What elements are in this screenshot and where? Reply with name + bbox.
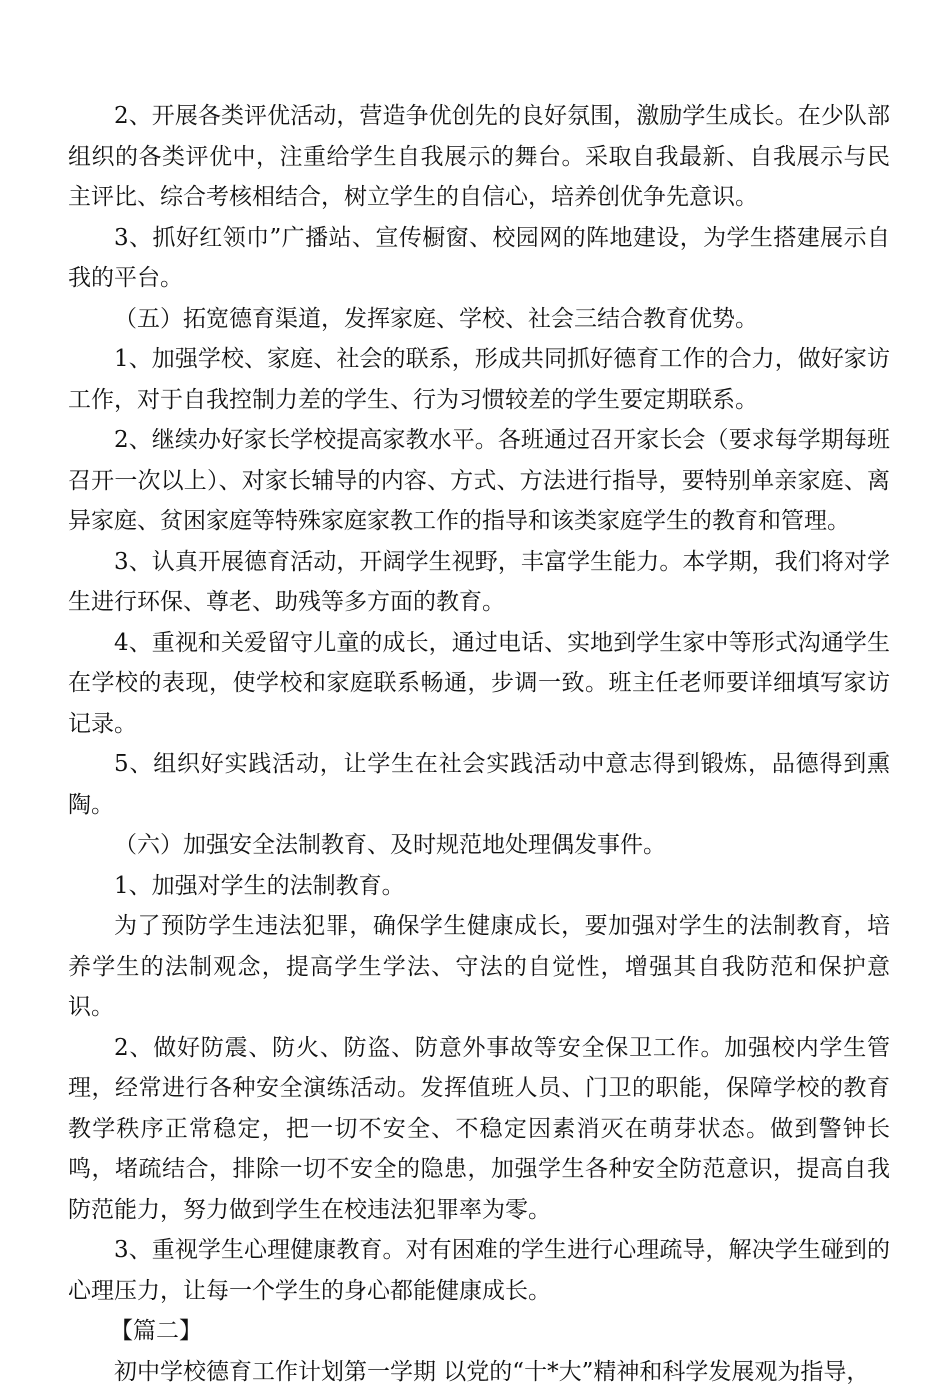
paragraph-crime-prevention: 为了预防学生违法犯罪，确保学生健康成长，要加强对学生的法制教育，培养学生的法制观念，提高学生学法、守法的自觉性，增强其自我防范和保护意识。 (68, 906, 890, 1028)
paragraph-red-scarf-stations: 3、抓好红领巾”广播站、宣传橱窗、校园网的阵地建设，为学生搭建展示自我的平台。 (68, 218, 890, 299)
paragraph-parent-school: 2、继续办好家长学校提高家教水平。各班通过召开家长会（要求每学期每班召开一次以上）、对家长辅导的内容、方式、方法进行指导，要特别单亲家庭、离异家庭、贫困家庭等特殊家庭家教工作的指导和该类家庭学生的教育和管理。 (68, 420, 890, 542)
paragraph-part-two-intro: 初中学校德育工作计划第一学期 以党的“十*大”精神和科学发展观为指导， (68, 1352, 890, 1392)
paragraph-left-behind-children: 4、重视和关爱留守儿童的成长，通过电话、实地到学生家中等形式沟通学生在学校的表现，使学校和家庭联系畅通，步调一致。班主任老师要详细填写家访记录。 (68, 623, 890, 745)
section-marker-part-two: 【篇二】 (68, 1311, 890, 1352)
paragraph-moral-activities: 3、认真开展德育活动，开阔学生视野，丰富学生能力。本学期，我们将对学生进行环保、尊老、助残等多方面的教育。 (68, 542, 890, 623)
paragraph-school-family-society: 1、加强学校、家庭、社会的联系，形成共同抓好德育工作的合力，做好家访工作，对于自我控制力差的学生、行为习惯较差的学生要定期联系。 (68, 339, 890, 420)
paragraph-mental-health: 3、重视学生心理健康教育。对有困难的学生进行心理疏导，解决学生碰到的心理压力，让每一个学生的身心都能健康成长。 (68, 1230, 890, 1311)
document-body (68, 96, 890, 1392)
section-heading-six: （六）加强安全法制教育、及时规范地处理偶发事件。 (68, 825, 890, 866)
section-heading-five: （五）拓宽德育渠道，发挥家庭、学校、社会三结合教育优势。 (68, 299, 890, 340)
paragraph-practice-activities: 5、组织好实践活动，让学生在社会实践活动中意志得到锻炼，品德得到熏陶。 (68, 744, 890, 825)
paragraph-legal-education: 1、加强对学生的法制教育。 (68, 866, 890, 907)
paragraph-evaluation-activities: 2、开展各类评优活动，营造争优创先的良好氛围，激励学生成长。在少队部组织的各类评优中，注重给学生自我展示的舞台。采取自我最新、自我展示与民主评比、综合考核相结合，树立学生的自信心，培养创优争先意识。 (68, 96, 890, 218)
paragraph-safety-work: 2、做好防震、防火、防盗、防意外事故等安全保卫工作。加强校内学生管理，经常进行各种安全演练活动。发挥值班人员、门卫的职能，保障学校的教育教学秩序正常稳定，把一切不安全、不稳定因素消灭在萌芽状态。做到警钟长鸣，堵疏结合，排除一切不安全的隐患，加强学生各种安全防范意识，提高自我防范能力，努力做到学生在校违法犯罪率为零。 (68, 1028, 890, 1231)
